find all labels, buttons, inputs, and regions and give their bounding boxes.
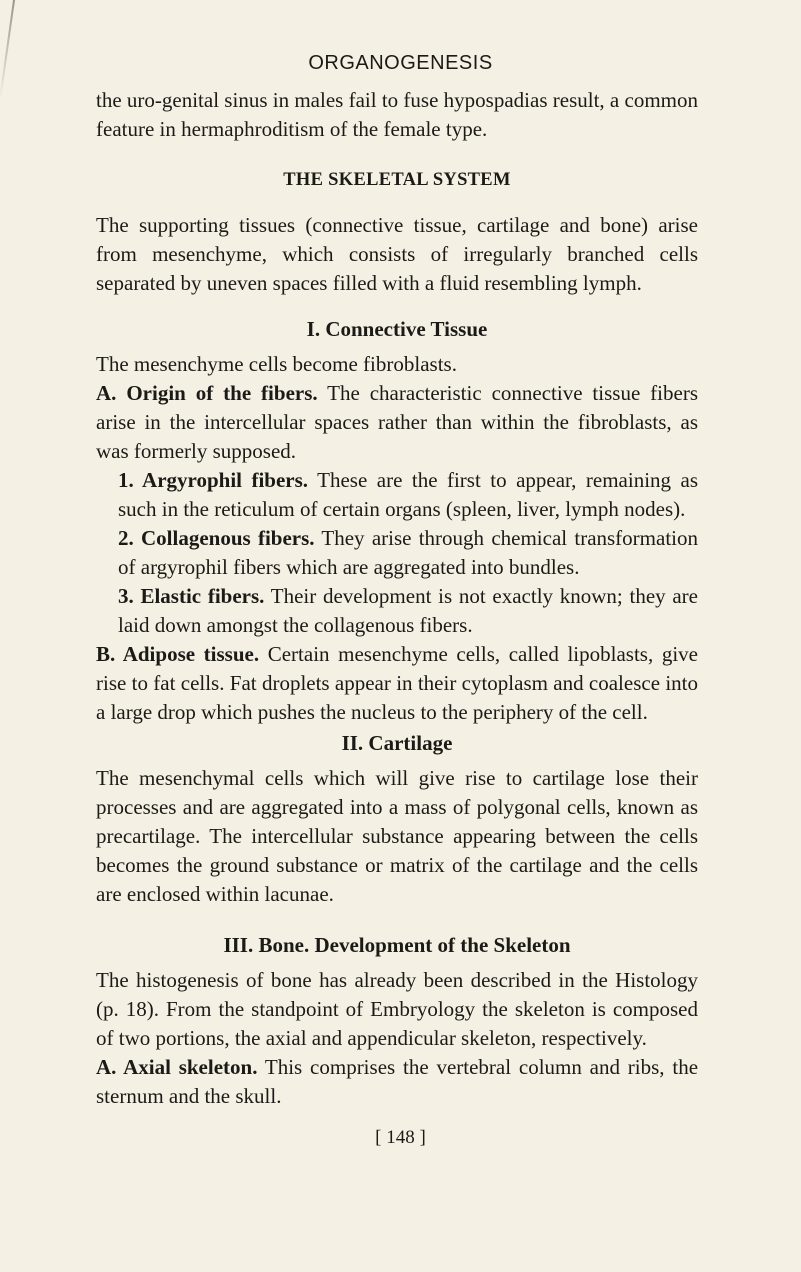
collagenous-label: 2. Collagenous fibers. — [118, 526, 315, 550]
section-title: THE SKELETAL SYSTEM — [283, 170, 511, 190]
opening-paragraph: the uro-genital sinus in males fail to fuse hypospadias result, a common feature in hermaphroditism of the female type. — [96, 88, 698, 141]
elastic-label: 3. Elastic fibers. — [118, 584, 265, 608]
argyrophil-text: These are the first to appear, remaining as such in the reticulum of certain organs (spleen, liver, lymph nodes). — [118, 468, 698, 521]
heading-cartilage: II. Cartilage — [341, 731, 453, 755]
axial-skeleton-label: A. Axial skeleton. — [96, 1055, 258, 1079]
axial-skeleton-text: This comprises the vertebral column and ribs, the sternum and the skull. — [96, 1055, 699, 1108]
page-content — [96, 86, 698, 1111]
section-intro: The supporting tissues (connective tissue, cartilage and bone) arise from mesenchyme, which consists of irregularly branched cells separated by uneven spaces filled with a fluid resembling lymph. — [96, 213, 698, 295]
argyrophil-fibers-item — [118, 466, 698, 524]
elastic-fibers-item — [118, 582, 698, 640]
origin-of-fibers-text: The characteristic connective tissue fibers arise in the intercellular spaces rather than within the fibroblasts, as was formerly supposed. — [96, 381, 698, 463]
cartilage-paragraph: The mesenchymal cells which will give rise to cartilage lose their processes and are aggregated into a mass of polygonal cells, known as precartilage. The intercellular substance appearing between the cells becomes the ground substance or matrix of the cartilage and the cells are enclosed within lacunae. — [96, 766, 698, 906]
heading-bone: III. Bone. Development of the Skeleton — [223, 933, 571, 957]
page-edge-shadow — [0, 0, 15, 100]
elastic-text: Their development is not exactly known; they are laid down amongst the collagenous fibers. — [118, 584, 698, 637]
connective-intro: The mesenchyme cells become fibroblasts. — [96, 352, 457, 376]
adipose-label: B. Adipose tissue. — [96, 642, 260, 666]
running-head: ORGANOGENESIS — [308, 52, 493, 74]
argyrophil-label: 1. Argyrophil fibers. — [118, 468, 309, 492]
origin-of-fibers-paragraph — [96, 379, 698, 466]
origin-of-fibers-label: A. Origin of the fibers. — [96, 381, 318, 405]
heading-connective-tissue: I. Connective Tissue — [306, 317, 488, 341]
page-number: [ 148 ] — [375, 1127, 426, 1148]
adipose-tissue-paragraph — [96, 640, 698, 727]
adipose-text: Certain mesenchyme cells, called lipoblasts, give rise to fat cells. Fat droplets appear in their cytoplasm and coalesce into a large drop which pushes the nucleus to the periphery of the cell. — [96, 642, 698, 724]
collagenous-text: They arise through chemical transformation of argyrophil fibers which are aggregated into bundles. — [118, 526, 698, 579]
bone-paragraph: The histogenesis of bone has already been described in the Histology (p. 18). From the standpoint of Embryology the skeleton is composed of two portions, the axial and appendicular skeleton, respectively. — [96, 968, 698, 1050]
collagenous-fibers-item — [118, 524, 698, 582]
axial-skeleton-paragraph — [96, 1053, 698, 1111]
